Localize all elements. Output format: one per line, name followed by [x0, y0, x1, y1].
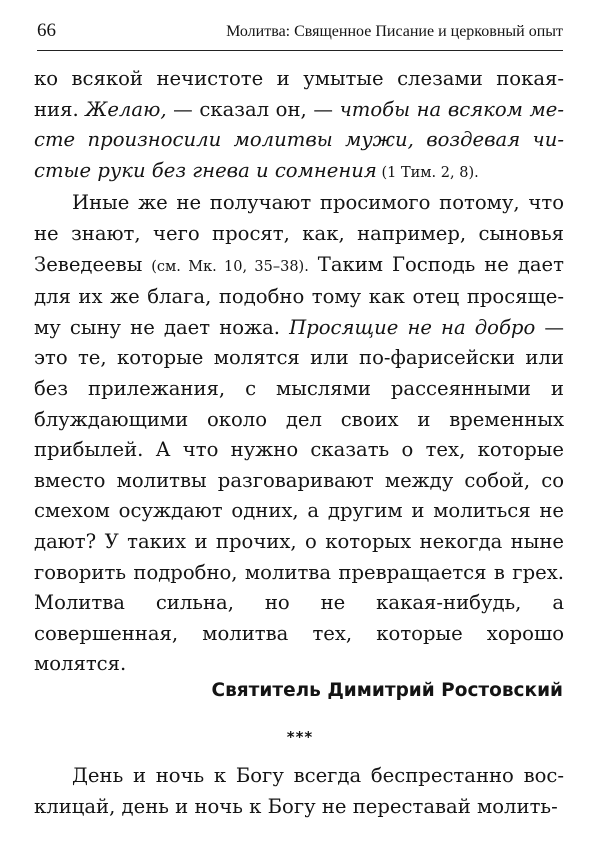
italic-quote: чтобы на всяком ме-сте произносили молитвы мужи, воздевая чи-стые руки без гнева и сомнения: [34, 97, 564, 182]
italic-quote: Просящие не на добро: [289, 315, 536, 339]
section-separator: ***: [286, 728, 314, 746]
scripture-reference: (см. Мк. 10, 35–38).: [151, 258, 309, 275]
italic-quote: Желаю,: [85, 97, 167, 121]
paragraph: [34, 188, 564, 680]
running-header: [37, 18, 563, 46]
text-run: Иные же не получают просимого потому, что не знают, чего просят, как, например, сыновья Зеведеевы: [34, 191, 564, 276]
scripture-reference: (1 Тим. 2, 8).: [376, 164, 479, 181]
running-title: Молитва: Священное Писание и церковный опыт: [226, 23, 563, 40]
author-attribution: Святитель Димитрий Ростовский: [211, 680, 563, 701]
paragraph-continuation: [34, 64, 564, 188]
text-run: — сказал он, —: [166, 97, 340, 121]
main-text: [34, 64, 564, 680]
text-run: — это те, которые молятся или по-фарисейски или без прилежания, с мыслями рассеянными и блуждающими около дел своих и временных прибылей. А что нужно сказать о тех, которые вместо молитвы разговаривают между собой, со смехом осуждают одних, а другим и молиться не дают? У таких и прочих, о которых некогда ныне говорить подробно, молитва превращается в грех. Молитва сильна, но не какая-нибудь, а совершенная, молитва тех, которые хорошо молятся.: [34, 315, 564, 676]
text-run: ко всякой нечистоте и умытые слезами покая-ния.: [34, 67, 564, 121]
header-rule: [37, 50, 563, 51]
next-section-text: [34, 761, 564, 822]
paragraph: День и ночь к Богу всегда беспрестанно вос-клицай, день и ночь к Богу не переставай молить-: [34, 764, 564, 818]
text-run: Таким Господь не дает для их же блага, подобно тому как отец просяще-му сыну не дает ножа.: [34, 252, 564, 339]
page-number: 66: [37, 20, 56, 41]
